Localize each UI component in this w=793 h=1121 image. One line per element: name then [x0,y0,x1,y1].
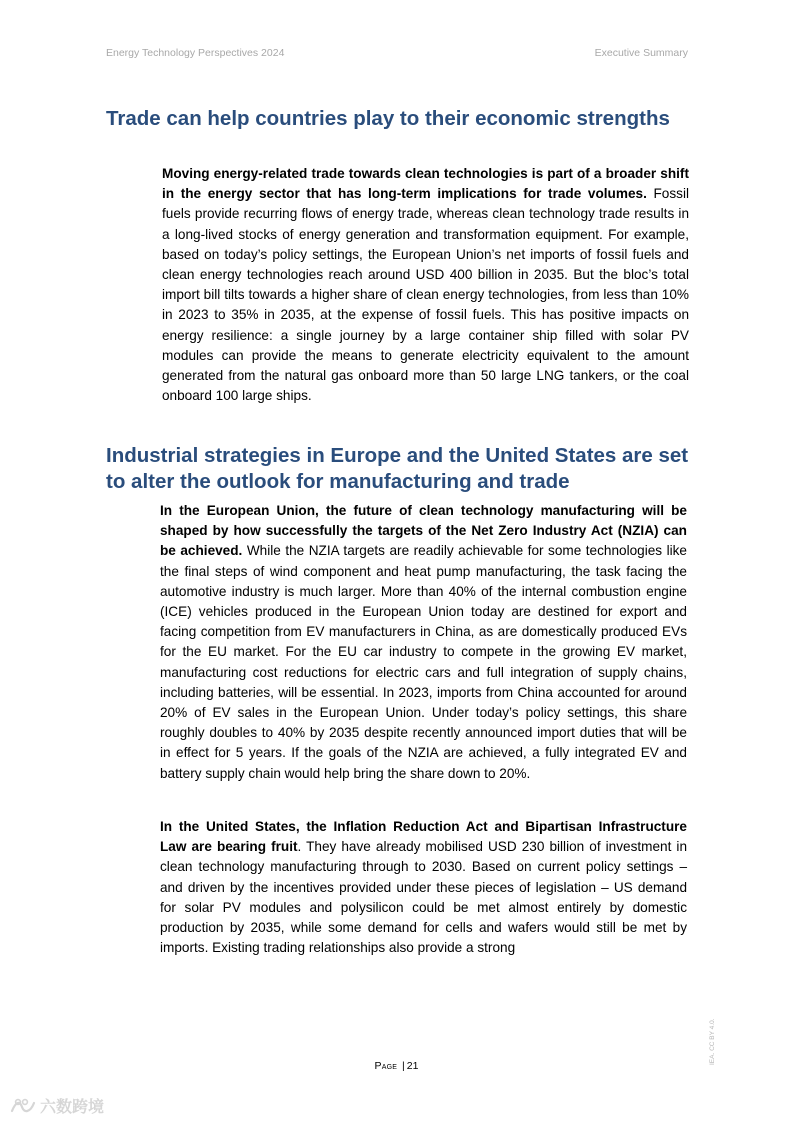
page-separator: | [402,1060,405,1072]
running-header [106,47,688,59]
section-heading-trade: Trade can help countries play to their economic strengths [106,107,670,130]
watermark-text: 六数跨境 [40,1097,105,1116]
paragraph-european-union [160,501,687,784]
page-number [0,1060,793,1072]
watermark [10,1094,104,1117]
page-number-value: 21 [406,1060,419,1072]
license-notice: IEA. CC BY 4.0. [709,1018,716,1065]
page-label: Page [374,1060,398,1072]
chapter-title: Executive Summary [594,47,688,59]
paragraph-lead: In the United States, the Inflation Reduction Act and Bipartisan Infrastructure Law are bearing fruit [160,819,687,855]
paragraph-body: While the NZIA targets are readily achievable for some technologies like the final steps of wind component and heat pump manufacturing, the task facing the automotive industry is much larger. More than 40% of the internal combustion engine (ICE) vehicles produced in the European Union today are destined for export and facing competition from EV manufacturers in China, as are domestically produced EVs for the EU market. For the EU car industry to compete in the growing EV market, manufacturing cost reductions for electric cars and full integration of supply chains, including batteries, will be essential. In 2023, imports from China accounted for around 20% of EV sales in the European Union. Under today’s policy settings, this share roughly doubles to 40% by 2035 despite recently announced import duties that will be in effect for 5 years. If the goals of the NZIA are achieved, a fully integrated EV and battery supply chain would help bring the share down to 20%. [160,543,687,781]
paragraph-trade-volumes [162,164,689,406]
paragraph-united-states [160,817,687,958]
section-heading-industrial-strategies: Industrial strategies in Europe and the United States are set to alter the outlook for manufacturing and trade [106,444,689,493]
paragraph-lead: In the European Union, the future of clean technology manufacturing will be shaped by how successfully the targets of the Net Zero Industry Act (NZIA) can be achieved. [160,503,687,559]
watermark-logo-icon [10,1097,36,1115]
paragraph-lead: Moving energy-related trade towards clean technologies is part of a broader shift in the energy sector that has long-term implications for trade volumes. [162,166,689,202]
paragraph-body: Fossil fuels provide recurring flows of energy trade, whereas clean technology trade results in a long-lived stocks of energy generation and transformation equipment. For example, based on today’s policy settings, the European Union’s net imports of fossil fuels and clean energy technologies reach around USD 400 billion in 2035. But the bloc’s total import bill tilts towards a higher share of clean energy technologies, from less than 10% in 2023 to 35% in 2035, at the expense of fossil fuels. This has positive impacts on energy resilience: a single journey by a large container ship filled with solar PV modules can provide the means to generate electricity equivalent to the amount generated from the natural gas onboard more than 50 large LNG tankers, or the coal onboard 100 large ships. [162,186,689,404]
paragraph-body: . They have already mobilised USD 230 billion of investment in clean technology manufacturing through to 2030. Based on current policy settings – and driven by the incentives provided under these pieces of legislation – US demand for solar PV modules and polysilicon could be met almost entirely by domestic production by 2035, while some demand for cells and wafers would still be met by imports. Existing trading relationships also provide a strong [160,839,688,956]
report-title: Energy Technology Perspectives 2024 [106,47,285,59]
